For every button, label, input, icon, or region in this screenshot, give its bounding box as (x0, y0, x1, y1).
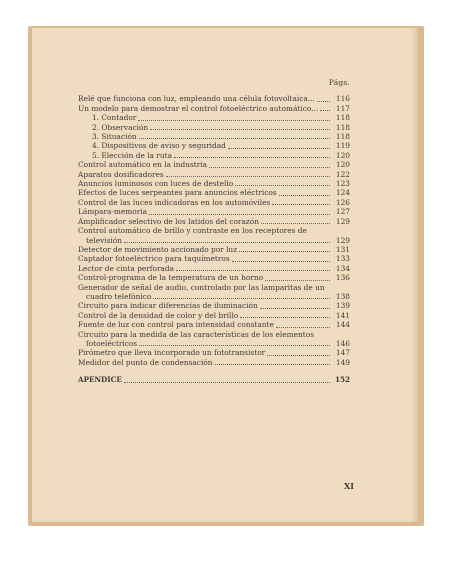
toc-title: Aparatos dosificadores (78, 169, 164, 179)
toc-row (78, 179, 350, 188)
toc-title: Generador de señal de audio, controlado por las lamparitas de un (78, 282, 325, 292)
toc-row (78, 245, 350, 254)
toc-row (78, 217, 350, 226)
toc-page: 134 (335, 263, 350, 273)
toc-row (78, 207, 350, 216)
toc-row (78, 104, 350, 113)
pages-header: Págs. (328, 78, 350, 87)
toc-title: Un modelo para demostrar el control fotoeléctrico automático... (78, 103, 319, 113)
toc-page: 144 (335, 320, 350, 330)
leader-dots (139, 345, 330, 346)
toc-title: televisión (86, 235, 122, 245)
toc-row (78, 132, 350, 141)
toc-page: 131 (335, 244, 350, 254)
leader-dots (239, 251, 330, 252)
toc-title: APENDICE (78, 375, 122, 385)
toc-title: 1. Contador (92, 113, 137, 123)
toc-page: 120 (335, 150, 350, 160)
page-folio: XI (344, 481, 354, 491)
leader-dots (261, 223, 330, 224)
toc-title: Efectos de luces serpeantes para anuncios eléctricos (78, 188, 277, 198)
toc-page: 126 (335, 197, 350, 207)
toc-row (78, 141, 350, 150)
toc-page: 129 (335, 216, 350, 226)
toc-title: Circuito para la medida de las características de los elementos (78, 329, 315, 339)
toc-row (78, 160, 350, 169)
leader-dots (232, 261, 330, 262)
toc-title: Captador fotoeléctrico para taquímetros (78, 254, 230, 264)
toc-page: 119 (335, 141, 350, 151)
toc-page: 124 (335, 188, 350, 198)
toc-page: 122 (335, 169, 350, 179)
leader-dots (215, 364, 330, 365)
toc-row (78, 226, 350, 235)
toc-row (78, 198, 350, 207)
leader-dots (150, 129, 330, 130)
toc-title: fotoeléctricos (86, 338, 138, 348)
leader-dots (265, 280, 330, 281)
leader-dots (276, 327, 330, 328)
leader-dots (228, 148, 330, 149)
toc-row (78, 348, 350, 357)
toc-title: Control automático en la industria (78, 160, 208, 170)
leader-dots (174, 157, 330, 158)
toc-page: 118 (335, 113, 350, 123)
toc-row (78, 330, 350, 339)
toc-title: Pirómetro que lleva incorporado un fototransistor (78, 348, 266, 358)
toc-row (78, 358, 350, 367)
toc-row (78, 301, 350, 310)
toc-title: 5. Elección de la ruta (92, 150, 172, 160)
toc-row (78, 273, 350, 282)
toc-page: 123 (335, 179, 350, 189)
toc-row (78, 320, 350, 329)
toc-row (78, 254, 350, 263)
toc-page: 117 (335, 103, 350, 113)
toc-page: 118 (335, 132, 350, 142)
leader-dots (260, 308, 330, 309)
toc-row (78, 170, 350, 179)
leader-dots (320, 110, 330, 111)
toc-title: Detector de movimiento accionado por luz (78, 244, 238, 254)
toc-title: Lámpara-memoria (78, 207, 148, 217)
toc-row (78, 94, 350, 103)
toc-title: 2. Observación (92, 122, 149, 132)
toc-title: Control de la densidad de color y del brillo (78, 310, 239, 320)
toc-page: 152 (334, 375, 350, 385)
toc-title: Fuente de luz con control para intensidad constante (78, 320, 274, 330)
toc-row (78, 236, 350, 245)
toc-page: 120 (335, 160, 350, 170)
leader-dots (235, 185, 330, 186)
leader-dots (138, 120, 330, 121)
leader-dots (149, 214, 330, 215)
toc-title: Control-programa de la temperatura de un horno (78, 273, 264, 283)
leader-dots (209, 167, 330, 168)
toc-title: 3. Situación (92, 132, 137, 142)
leader-dots (166, 176, 330, 177)
leader-dots (153, 298, 330, 299)
toc-page: 139 (335, 301, 350, 311)
toc-page: 147 (335, 348, 350, 358)
toc-page: 116 (335, 94, 350, 104)
toc-list (78, 94, 350, 367)
leader-dots (139, 138, 330, 139)
leader-dots (272, 204, 330, 205)
toc-row (78, 123, 350, 132)
toc-row (78, 151, 350, 160)
toc-row (78, 311, 350, 320)
toc-title: Control de las luces indicadoras en los automóviles (78, 197, 271, 207)
leader-dots (124, 382, 330, 383)
toc-page: 129 (335, 235, 350, 245)
toc-title: Relé que funciona con luz, empleando una célula fotovoltaica... (78, 94, 315, 104)
table-of-contents (78, 78, 350, 385)
leader-dots (176, 270, 330, 271)
leader-dots (317, 101, 330, 102)
toc-title: Anuncios luminosos con luces de destello (78, 179, 234, 189)
toc-title: 4. Dispositivos de aviso y seguridad (92, 141, 226, 151)
toc-page: 136 (335, 273, 350, 283)
toc-row (78, 188, 350, 197)
toc-row (78, 283, 350, 292)
toc-page: 138 (335, 291, 350, 301)
toc-row (78, 292, 350, 301)
leader-dots (279, 195, 330, 196)
toc-page: 149 (335, 357, 350, 367)
toc-page: 141 (335, 310, 350, 320)
leader-dots (240, 317, 330, 318)
toc-title: Amplificador selectivo de los latidos del corazón (78, 216, 259, 226)
toc-row (78, 264, 350, 273)
toc-title: cuadro telefónico (86, 291, 152, 301)
toc-page: 118 (335, 122, 350, 132)
toc-page: 146 (335, 338, 350, 348)
toc-page: 127 (335, 207, 350, 217)
toc-title: Control automático de brillo y contraste en los receptores de (78, 226, 307, 236)
toc-title: Lector de cinta perforada (78, 263, 175, 273)
toc-row (78, 339, 350, 348)
toc-row-appendix (78, 375, 350, 384)
toc-row (78, 113, 350, 122)
toc-page: 133 (335, 254, 350, 264)
leader-dots (124, 242, 330, 243)
leader-dots (267, 355, 330, 356)
toc-title: Circuito para indicar diferencias de iluminación (78, 301, 258, 311)
toc-title: Medidor del punto de condensación (78, 357, 213, 367)
